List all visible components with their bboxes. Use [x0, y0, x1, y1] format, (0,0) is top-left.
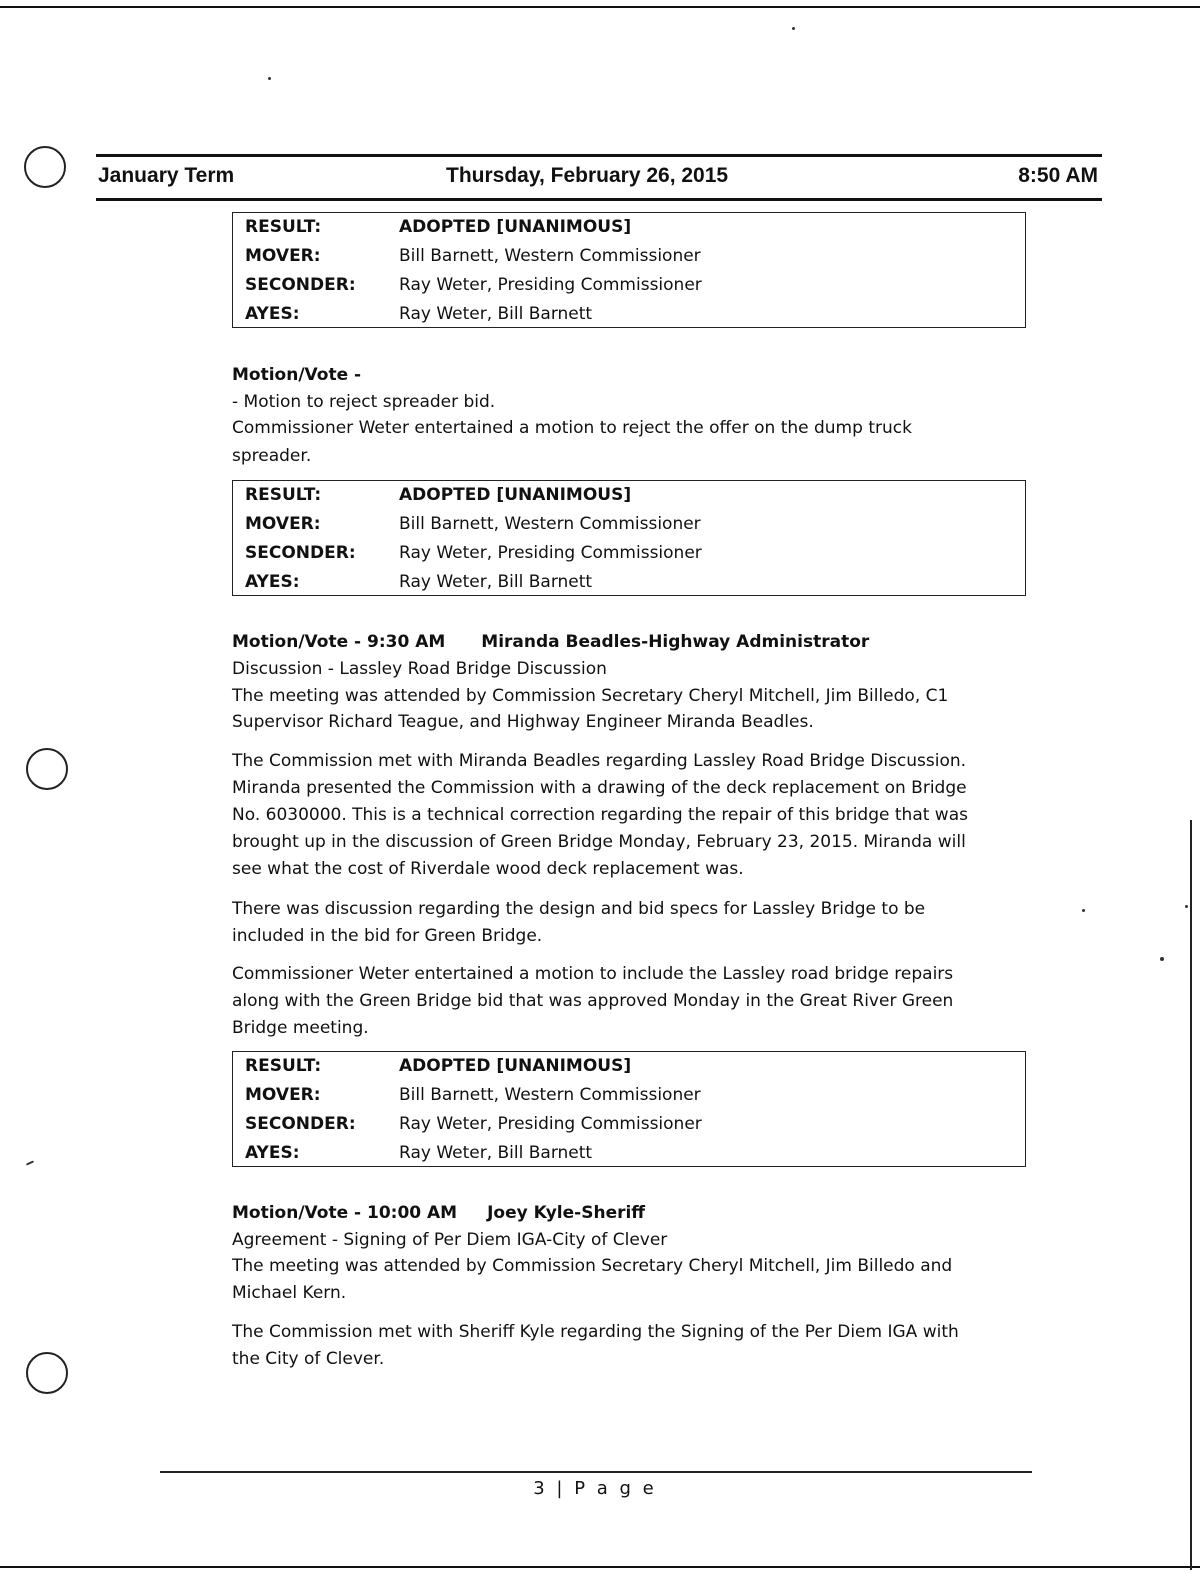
- vote-mover-value: Bill Barnett, Western Commissioner: [399, 246, 701, 266]
- attendance-line: Michael Kern.: [232, 1283, 347, 1303]
- vote-mover-value: Bill Barnett, Western Commissioner: [399, 514, 701, 534]
- motion-heading: [232, 628, 1032, 657]
- vote-label-ayes: AYES:: [245, 1143, 300, 1163]
- vote-ayes-value: Ray Weter, Bill Barnett: [399, 1143, 593, 1163]
- vote-label-mover: MOVER:: [245, 1085, 321, 1105]
- attendance-line: Supervisor Richard Teague, and Highway Engineer Miranda Beadles.: [232, 712, 814, 732]
- paragraph-line: The Commission met with Miranda Beadles regarding Lassley Road Bridge Discussion.: [232, 751, 967, 771]
- page-border-top: [0, 6, 1200, 8]
- header-time: 8:50 AM: [1018, 164, 1098, 187]
- vote-seconder-value: Ray Weter, Presiding Commissioner: [399, 275, 702, 295]
- paragraph-line: see what the cost of Riverdale wood deck replacement was.: [232, 859, 744, 879]
- motion-presenter: Miranda Beadles-Highway Administrator: [481, 632, 870, 652]
- motion-text-line: Commissioner Weter entertained a motion to reject the offer on the dump truck: [232, 418, 912, 438]
- header-term: January Term: [98, 164, 235, 187]
- vote-row-seconder: [245, 539, 702, 568]
- motion-heading-time: Motion/Vote - 10:00 AM: [232, 1203, 458, 1223]
- vote-result-value: ADOPTED [UNANIMOUS]: [399, 217, 632, 237]
- vote-row-mover: [245, 242, 701, 271]
- vote-label-seconder: SECONDER:: [245, 275, 356, 295]
- scan-speck: [1082, 909, 1085, 912]
- scan-speck: [792, 27, 795, 30]
- vote-seconder-value: Ray Weter, Presiding Commissioner: [399, 543, 702, 563]
- page-number: 3 | P a g e: [533, 1478, 657, 1499]
- scan-speck: [1185, 905, 1188, 908]
- motion-text-line: spreader.: [232, 446, 312, 466]
- paragraph-line: Miranda presented the Commission with a drawing of the deck replacement on Bridge: [232, 778, 967, 798]
- vote-label-seconder: SECONDER:: [245, 543, 356, 563]
- vote-label-mover: MOVER:: [245, 514, 321, 534]
- vote-result-box: [232, 1051, 1026, 1167]
- motion-item: - Motion to reject spreader bid.: [232, 392, 496, 412]
- header-date: Thursday, February 26, 2015: [446, 164, 729, 187]
- motion-subheading: Discussion - Lassley Road Bridge Discussion: [232, 659, 607, 679]
- punch-hole-bottom: [26, 1352, 68, 1394]
- attendance-line: The meeting was attended by Commission Secretary Cheryl Mitchell, Jim Billedo, C1: [232, 686, 949, 706]
- vote-result-box: [232, 480, 1026, 596]
- motion-heading-time: Motion/Vote - 9:30 AM: [232, 632, 446, 652]
- motion-heading: Motion/Vote -: [232, 365, 362, 385]
- vote-row-seconder: [245, 1110, 702, 1139]
- vote-row-ayes: [245, 1139, 592, 1168]
- scan-speck: [268, 77, 271, 80]
- vote-row-mover: [245, 1081, 701, 1110]
- scan-speck: [1160, 957, 1164, 961]
- paragraph-line: Bridge meeting.: [232, 1018, 369, 1038]
- vote-result-box: [232, 212, 1026, 328]
- paragraph-line: No. 6030000. This is a technical correction regarding the repair of this bridge that was: [232, 805, 968, 825]
- attendance-line: The meeting was attended by Commission Secretary Cheryl Mitchell, Jim Billedo and: [232, 1256, 953, 1276]
- page-edge-right: [1190, 820, 1192, 1570]
- punch-hole-top: [24, 146, 66, 188]
- vote-ayes-value: Ray Weter, Bill Barnett: [399, 572, 593, 592]
- vote-row-mover: [245, 510, 701, 539]
- motion-subheading: Agreement - Signing of Per Diem IGA-City of Clever: [232, 1230, 668, 1250]
- vote-label-seconder: SECONDER:: [245, 1114, 356, 1134]
- vote-label-ayes: AYES:: [245, 304, 300, 324]
- vote-row-result: [245, 213, 631, 242]
- footer-rule: [160, 1471, 1032, 1473]
- page-border-bottom: [0, 1566, 1200, 1568]
- paragraph-line: Commissioner Weter entertained a motion to include the Lassley road bridge repairs: [232, 964, 954, 984]
- header-rule-top: [96, 154, 1102, 157]
- vote-ayes-value: Ray Weter, Bill Barnett: [399, 304, 593, 324]
- vote-seconder-value: Ray Weter, Presiding Commissioner: [399, 1114, 702, 1134]
- vote-row-ayes: [245, 300, 592, 329]
- paragraph-line: There was discussion regarding the design and bid specs for Lassley Bridge to be: [232, 899, 926, 919]
- vote-row-result: [245, 1052, 631, 1081]
- vote-row-result: [245, 481, 631, 510]
- vote-label-result: RESULT:: [245, 485, 322, 505]
- vote-mover-value: Bill Barnett, Western Commissioner: [399, 1085, 701, 1105]
- vote-row-ayes: [245, 568, 592, 597]
- paragraph-line: brought up in the discussion of Green Bridge Monday, February 23, 2015. Miranda will: [232, 832, 966, 852]
- vote-label-mover: MOVER:: [245, 246, 321, 266]
- vote-result-value: ADOPTED [UNANIMOUS]: [399, 1056, 632, 1076]
- motion-presenter: Joey Kyle-Sheriff: [487, 1203, 646, 1223]
- vote-label-ayes: AYES:: [245, 572, 300, 592]
- vote-result-value: ADOPTED [UNANIMOUS]: [399, 485, 632, 505]
- paragraph-line: included in the bid for Green Bridge.: [232, 926, 543, 946]
- vote-row-seconder: [245, 271, 702, 300]
- scan-speck: [26, 1160, 34, 1165]
- motion-heading: [232, 1199, 1032, 1228]
- paragraph-line: The Commission met with Sheriff Kyle regarding the Signing of the Per Diem IGA with: [232, 1322, 959, 1342]
- paragraph-line: along with the Green Bridge bid that was approved Monday in the Great River Green: [232, 991, 954, 1011]
- punch-hole-middle: [26, 748, 68, 790]
- vote-label-result: RESULT:: [245, 217, 322, 237]
- vote-label-result: RESULT:: [245, 1056, 322, 1076]
- header-rule-bottom: [96, 198, 1102, 201]
- paragraph-line: the City of Clever.: [232, 1349, 385, 1369]
